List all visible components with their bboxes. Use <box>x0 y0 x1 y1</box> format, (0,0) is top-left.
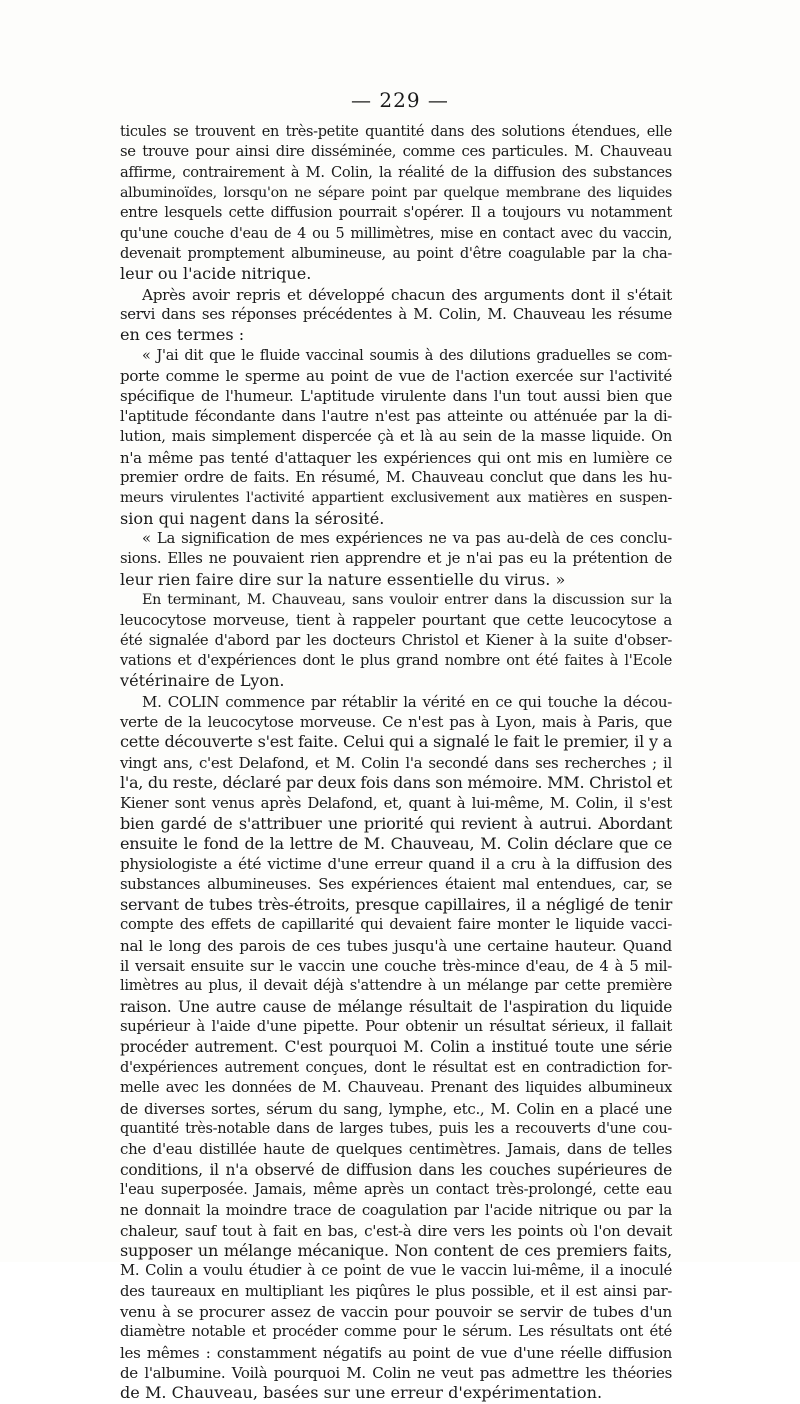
text-line: verte de la leucocytose morveuse. Ce n'est pas à Lyon, mais à Paris, que <box>120 712 672 731</box>
text-line: spécifique de l'humeur. L'aptitude virulente dans l'un tout aussi bien que <box>120 387 672 406</box>
text-line: servi dans ses réponses précédentes à M. Colin, M. Chauveau les résume <box>120 306 672 324</box>
text-line: entre lesquels cette diffusion pourrait s'opérer. Il a toujours vu notamment <box>120 205 672 222</box>
text-line: l'eau superposée. Jamais, même après un contact très-prolongé, cette eau <box>120 1180 672 1198</box>
text-line: En terminant, M. Chauveau, sans vouloir entrer dans la discussion sur la <box>142 591 672 608</box>
text-line: d'expériences autrement conçues, dont le résultat est en contradiction for- <box>120 1059 672 1076</box>
text-line: supposer un mélange mécanique. Non content de ces premiers faits, <box>120 1240 672 1260</box>
page-number: — 229 — <box>351 88 449 112</box>
text-line: M. COLIN commence par rétablir la vérité en ce qui touche la décou- <box>142 692 672 711</box>
text-line: leur ou l'acide nitrique. <box>120 264 312 284</box>
text-line: che d'eau distillée haute de quelques centimètres. Jamais, dans de telles <box>120 1140 672 1159</box>
text-line: n'a même pas tenté d'attaquer les expériences qui ont mis en lumière ce <box>120 448 672 467</box>
text-line: il versait ensuite sur le vaccin une couche très-mince d'eau, de 4 à 5 mil- <box>120 957 672 976</box>
text-line: des taureaux en multipliant les piqûres le plus possible, et il est ainsi par- <box>120 1282 672 1300</box>
text-line: porte comme le sperme au point de vue de l'action exercée sur l'activité <box>120 367 672 386</box>
text-line: l'aptitude fécondante dans l'autre n'est pas atteinte ou atténuée par la di- <box>120 407 672 425</box>
text-line: « La signification de mes expériences ne va pas au-delà de ces conclu- <box>142 529 672 547</box>
text-line: sion qui nagent dans la sérosité. <box>120 508 385 528</box>
text-line: de l'albumine. Voilà pourquoi M. Colin ne veut pas admettre les théories <box>120 1363 672 1382</box>
text-line: albuminoïdes, lorsqu'on ne sépare point par quelque membrane des liquides <box>120 185 672 202</box>
text-line: procéder autrement. C'est pourquoi M. Colin a institué toute une série <box>120 1038 672 1057</box>
text-line: servant de tubes très-étroits, presque capillaires, il a négligé de tenir <box>120 895 672 915</box>
text-line: leur rien faire dire sur la nature essentielle du virus. » <box>120 569 566 589</box>
text-line: physiologiste a été victime d'une erreur quand il a cru à la diffusion des <box>120 855 672 874</box>
text-line: raison. Une autre cause de mélange résultait de l'aspiration du liquide <box>120 997 672 1016</box>
text-body <box>120 122 672 1404</box>
text-line: diamètre notable et procéder comme pour le sérum. Les résultats ont été <box>120 1323 672 1341</box>
text-line: vétérinaire de Lyon. <box>120 671 285 691</box>
text-line: été signalée d'abord par les docteurs Christol et Kiener à la suite d'obser- <box>120 631 672 649</box>
text-line: qu'une couche d'eau de 4 ou 5 millimètres, mise en contact avec du vaccin, <box>120 225 672 242</box>
text-line: leucocytose morveuse, tient à rappeler pourtant que cette leucocytose a <box>120 611 672 630</box>
text-line: limètres au plus, il devait déjà s'attendre à un mélange par cette première <box>120 977 672 995</box>
text-line: premier ordre de faits. En résumé, M. Chauveau conclut que dans les hu- <box>120 468 672 486</box>
text-line: vingt ans, c'est Delafond, et M. Colin l'a secondé dans ses recherches ; il <box>120 753 672 772</box>
text-line: cette découverte s'est faite. Celui qui a signalé le fait le premier, il y a <box>120 732 672 752</box>
text-line: se trouve pour ainsi dire disséminée, comme ces particules. M. Chauveau <box>120 143 672 161</box>
text-line: M. Colin a voulu étudier à ce point de vue le vaccin lui-même, il a inoculé <box>120 1262 672 1280</box>
text-line: meurs virulentes l'activité appartient exclusivement aux matières en suspen- <box>120 490 672 507</box>
text-line: de M. Chauveau, basées sur une erreur d'expérimentation. <box>120 1383 603 1403</box>
text-line: affirme, contrairement à M. Colin, la réalité de la diffusion des substances <box>120 163 672 181</box>
text-line: Après avoir repris et développé chacun des arguments dont il s'était <box>142 285 672 304</box>
text-line: ne donnait la moindre trace de coagulation par l'acide nitrique ou par la <box>120 1201 672 1220</box>
text-line: ticules se trouvent en très-petite quantité dans des solutions étendues, elle <box>120 124 672 140</box>
text-line: nal le long des parois de ces tubes jusqu'à une certaine hauteur. Quand <box>120 936 672 955</box>
text-line: vations et d'expériences dont le plus grand nombre ont été faites à l'Ecole <box>120 651 672 669</box>
text-line: de diverses sortes, sérum du sang, lymphe, etc., M. Colin en a placé une <box>120 1099 672 1118</box>
text-line: quantité très-notable dans de larges tubes, puis les a recouverts d'une cou- <box>120 1120 672 1137</box>
text-line: ensuite le fond de la lettre de M. Chauveau, M. Colin déclare que ce <box>120 834 672 854</box>
text-line: melle avec les données de M. Chauveau. Prenant des liquides albumineux <box>120 1079 672 1097</box>
text-line: supérieur à l'aide d'une pipette. Pour obtenir un résultat sérieux, il fallait <box>120 1018 672 1036</box>
text-line: les mêmes : constamment négatifs au point de vue d'une réelle diffusion <box>120 1343 672 1362</box>
text-line: devenait promptement albumineuse, au point d'être coagulable par la cha- <box>120 246 672 263</box>
text-line: sions. Elles ne pouvaient rien apprendre et je n'ai pas eu la prétention de <box>120 550 672 568</box>
text-line: bien gardé de s'attribuer une priorité qui revient à autrui. Abordant <box>120 813 672 833</box>
text-line: venu à se procurer assez de vaccin pour pouvoir se servir de tubes d'un <box>120 1302 672 1321</box>
text-line: compte des effets de capillarité qui devaient faire monter le liquide vacci- <box>120 916 672 934</box>
text-line: en ces termes : <box>120 325 245 345</box>
text-line: substances albumineuses. Ses expériences étaient mal entendues, car, se <box>120 875 672 893</box>
text-line: lution, mais simplement dispercée çà et là au sein de la masse liquide. On <box>120 428 672 446</box>
text-line: « J'ai dit que le fluide vaccinal soumis à des dilutions graduelles se com- <box>142 347 672 364</box>
text-line: Kiener sont venus après Delafond, et, quant à lui-même, M. Colin, il s'est <box>120 794 672 813</box>
text-line: conditions, il n'a observé de diffusion dans les couches supérieures de <box>120 1160 672 1179</box>
text-line: l'a, du reste, déclaré par deux fois dans son mémoire. MM. Christol et <box>120 773 672 792</box>
text-line: chaleur, sauf tout à fait en bas, c'est-à dire vers les points où l'on devait <box>120 1221 672 1240</box>
